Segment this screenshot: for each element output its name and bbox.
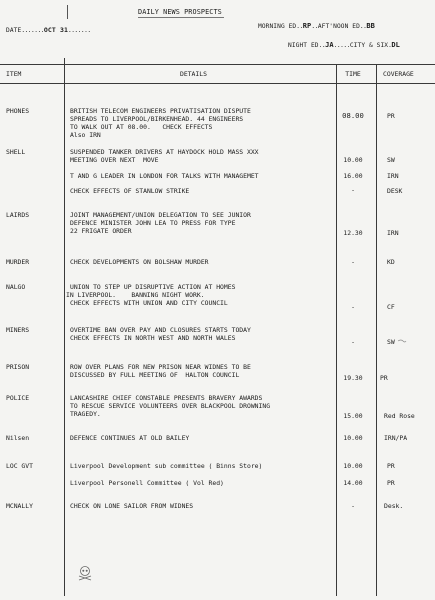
date-tick-mark bbox=[67, 5, 68, 19]
date-dots-end: ....... bbox=[67, 27, 91, 34]
afternoon-label: AFT'NOON ED bbox=[317, 23, 360, 30]
city-label: CITY & SIX bbox=[349, 42, 389, 49]
row-details-prison-2: DISCUSSED BY FULL MEETING OF HALTON COUNCIL bbox=[70, 371, 240, 379]
date-label: DATE bbox=[6, 27, 22, 34]
date-field bbox=[6, 26, 91, 34]
row-coverage-nilsen: IRN/PA bbox=[384, 434, 408, 442]
row-item-loc-gvt: LOC GVT bbox=[6, 462, 33, 470]
row-details-phones-1: BRITISH TELECOM ENGINEERS PRIVATISATION DISPUTE bbox=[70, 107, 251, 115]
row-time-shell: 10.00 bbox=[343, 156, 363, 164]
column-header-time: TIME bbox=[345, 70, 361, 78]
row-details-phones-2: SPREADS TO LIVERPOOL/BIRKENHEAD. 44 ENGINEERS bbox=[70, 115, 244, 123]
row-details-police-1: LANCASHIRE CHIEF CONSTABLE PRESENTS BRAVERY AWARDS bbox=[70, 394, 263, 402]
row-time-police: 15.00 bbox=[343, 412, 363, 420]
table-top-rule bbox=[0, 64, 435, 65]
row-details-lairds-2: DEFENCE MINISTER JOHN LEA TO PRESS FOR TYPE bbox=[70, 219, 236, 227]
row-coverage-phones: PR bbox=[387, 112, 395, 120]
column-header-details: DETAILS bbox=[180, 70, 207, 78]
night-value: JA bbox=[325, 41, 334, 49]
row-details-nilsen: DEFENCE CONTINUES AT OLD BAILEY bbox=[70, 434, 190, 442]
row-details-lairds-1: JOINT MANAGEMENT/UNION DELEGATION TO SEE JUNIOR bbox=[70, 211, 251, 219]
row-time-personell: 14.00 bbox=[343, 479, 363, 487]
row-coverage-lairds: IRN bbox=[387, 229, 399, 237]
row-coverage-murder: KD bbox=[387, 258, 395, 266]
row-item-nalgo: NALGO bbox=[6, 283, 26, 291]
row-item-nilsen: Nilsen bbox=[6, 434, 30, 442]
date-value: OCT 31 bbox=[43, 26, 68, 34]
row-time-miners: - bbox=[351, 338, 355, 346]
morning-ed-field: MORNING ED..RP..AFT'NOON ED..BB bbox=[258, 22, 375, 30]
column-header-item: ITEM bbox=[6, 70, 22, 78]
row-item-lairds: LAIRDS bbox=[6, 211, 30, 219]
night-label: NIGHT ED bbox=[288, 42, 319, 49]
row-time-nilsen: 10.00 bbox=[343, 434, 363, 442]
row-time-mcnally: - bbox=[351, 502, 355, 510]
row-details-loc-gvt: Liverpool Development sub committee ( Binns Store) bbox=[70, 462, 263, 470]
row-time-murder: - bbox=[351, 258, 355, 266]
row-coverage-shell: SW bbox=[387, 156, 395, 164]
row-details-police-3: TRAGEDY. bbox=[70, 410, 101, 418]
date-dots: ....... bbox=[21, 27, 44, 34]
pen-mark-icon bbox=[397, 338, 407, 344]
row-coverage-miners: SW bbox=[387, 338, 395, 346]
row-coverage-personell: PR bbox=[387, 479, 395, 487]
row-time-loc-gvt: 10.00 bbox=[343, 462, 363, 470]
row-details-phones-4: Also IRN bbox=[70, 131, 101, 139]
row-time-stanlow: - bbox=[351, 186, 355, 194]
row-item-prison: PRISON bbox=[6, 363, 30, 371]
row-details-tandg: T AND G LEADER IN LONDON FOR TALKS WITH MANAGEMET bbox=[70, 172, 259, 180]
row-time-lairds: 12.30 bbox=[343, 229, 363, 237]
row-coverage-police: Red Rose bbox=[384, 412, 415, 420]
row-details-stanlow: CHECK EFFECTS OF STANLOW STRIKE bbox=[70, 187, 190, 195]
skull-stamp-icon bbox=[77, 565, 93, 581]
row-details-prison-1: ROW OVER PLANS FOR NEW PRISON NEAR WIDNES TO BE bbox=[70, 363, 251, 371]
row-item-shell: SHELL bbox=[6, 148, 26, 156]
row-time-tandg: 16.00 bbox=[343, 172, 363, 180]
row-details-nalgo-1: UNION TO STEP UP DISRUPTIVE ACTION AT HOMES bbox=[70, 283, 236, 291]
row-item-phones: PHONES bbox=[6, 107, 30, 115]
row-coverage-tandg: IRN bbox=[387, 172, 399, 180]
page-title: DAILY NEWS PROSPECTS bbox=[138, 8, 222, 16]
row-details-nalgo-2: IN LIVERPOOL. BANNING NIGHT WORK. bbox=[66, 291, 205, 299]
row-details-phones-3: TO WALK OUT AT 08.00. CHECK EFFECTS bbox=[70, 123, 213, 131]
row-details-shell-2: MEETING OVER NEXT MOVE bbox=[70, 156, 159, 164]
night-ed-field: NIGHT ED..JA.....CITY & SIX.DL bbox=[288, 41, 400, 49]
row-details-nalgo-3: CHECK EFFECTS WITH UNION AND CITY COUNCIL bbox=[70, 299, 228, 307]
row-coverage-mcnally: Desk. bbox=[384, 502, 404, 510]
row-details-personell: Liverpool Personell Committee ( Vol Red) bbox=[70, 479, 224, 487]
row-details-miners-2: CHECK EFFECTS IN NORTH WEST AND NORTH WALES bbox=[70, 334, 236, 342]
row-details-police-2: TO RESCUE SERVICE VOLUNTEERS OVER BLACKPOOL DROWNING bbox=[70, 402, 271, 410]
row-item-miners: MINERS bbox=[6, 326, 30, 334]
city-value: DL bbox=[391, 41, 400, 49]
row-coverage-stanlow: DESK bbox=[387, 187, 403, 195]
table-header-rule bbox=[0, 83, 435, 84]
morning-value: RP bbox=[302, 22, 312, 30]
row-item-murder: MURDER bbox=[6, 258, 30, 266]
title-underline bbox=[138, 17, 224, 18]
column-divider-details bbox=[336, 64, 337, 596]
column-divider-time bbox=[376, 64, 377, 596]
row-details-mcnally: CHECK ON LONE SAILOR FROM WIDNES bbox=[70, 502, 194, 510]
row-item-police: POLICE bbox=[6, 394, 30, 402]
row-details-miners-1: OVERTIME BAN OVER PAY AND CLOSURES STARTS TODAY bbox=[70, 326, 251, 334]
row-coverage-loc-gvt: PR bbox=[387, 462, 395, 470]
column-divider-item bbox=[64, 58, 65, 596]
row-time-phones: 08.00 bbox=[342, 111, 364, 120]
row-time-prison: 19.30 bbox=[343, 374, 363, 382]
afternoon-value: BB bbox=[366, 22, 375, 30]
row-details-murder: CHECK DEVELOPMENTS ON BOLSHAW MURDER bbox=[70, 258, 209, 266]
column-header-coverage: COVERAGE bbox=[383, 70, 414, 78]
row-coverage-nalgo: CF bbox=[387, 303, 395, 311]
row-details-lairds-3: 22 FRIGATE ORDER bbox=[70, 227, 132, 235]
row-item-mcnally: MCNALLY bbox=[6, 502, 33, 510]
row-details-shell-1: SUSPENDED TANKER DRIVERS AT HAYDOCK HOLD MASS XXX bbox=[70, 148, 259, 156]
row-coverage-prison: PR bbox=[380, 374, 388, 382]
morning-label: MORNING ED bbox=[258, 23, 297, 30]
row-time-nalgo: - bbox=[351, 303, 355, 311]
